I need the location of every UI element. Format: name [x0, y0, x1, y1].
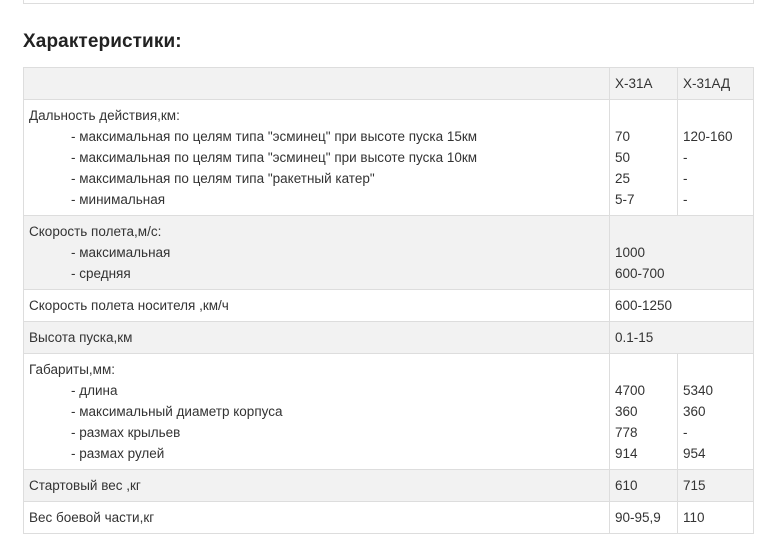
value: 715 — [683, 478, 706, 493]
value-cell-x31a — [610, 354, 678, 470]
table-row-launch-weight — [24, 470, 754, 502]
row-item-label: - размах крыльев — [71, 425, 181, 440]
header-cell-x31ad: Х-31АД — [678, 68, 754, 100]
row-title: Габариты,мм: — [29, 362, 115, 377]
value: 600-700 — [615, 266, 665, 281]
value: 778 — [615, 425, 638, 440]
row-item-label: - максимальная по целям типа "эсминец" при высоте пуска 10км — [71, 150, 478, 165]
value-cell-x31ad — [678, 502, 754, 534]
table-row-launch-altitude — [24, 322, 754, 354]
row-title: Стартовый вес ,кг — [29, 478, 141, 493]
table-row-range — [24, 100, 754, 216]
row-label-cell — [24, 216, 610, 290]
row-item-label: - минимальная — [71, 192, 166, 207]
value-cell-x31a — [610, 470, 678, 502]
value: - — [683, 192, 688, 207]
value: 70 — [615, 129, 631, 144]
row-label-cell — [24, 322, 610, 354]
value: 954 — [683, 446, 706, 461]
section-heading: Характеристики: — [23, 31, 182, 52]
value-cell-x31a — [610, 100, 678, 216]
row-label-cell — [24, 354, 610, 470]
row-item-label: - средняя — [71, 266, 131, 281]
value: 0.1-15 — [615, 330, 654, 345]
value-cell-merged — [610, 216, 754, 290]
table-header-row — [24, 68, 754, 100]
table-row-speed — [24, 216, 754, 290]
table-row-carrier-speed — [24, 290, 754, 322]
row-title: Высота пуска,км — [29, 330, 133, 345]
value: - — [683, 425, 688, 440]
row-label-cell — [24, 100, 610, 216]
row-item-label: - максимальный диаметр корпуса — [71, 404, 283, 419]
table-row-dimensions — [24, 354, 754, 470]
row-title: Скорость полета,м/с: — [29, 224, 162, 239]
row-title: Скорость полета носителя ,км/ч — [29, 298, 229, 313]
value: 600-1250 — [615, 298, 673, 313]
row-item-label: - длина — [71, 383, 118, 398]
value-cell-x31ad — [678, 100, 754, 216]
value: 120-160 — [683, 129, 733, 144]
value: 110 — [683, 510, 705, 525]
value-cell-x31ad — [678, 470, 754, 502]
specs-table — [23, 67, 754, 534]
header-cell-empty — [24, 68, 610, 100]
value-cell-x31a — [610, 502, 678, 534]
value: - — [683, 150, 688, 165]
value: 5-7 — [615, 192, 635, 207]
value: 914 — [615, 446, 638, 461]
row-label-cell — [24, 470, 610, 502]
value: 5340 — [683, 383, 714, 398]
value-cell-merged — [610, 322, 754, 354]
value: 50 — [615, 150, 631, 165]
row-item-label: - максимальная — [71, 245, 171, 260]
value: 1000 — [615, 245, 646, 260]
row-item-label: - максимальная по целям типа "ракетный катер" — [71, 171, 375, 186]
value-cell-merged — [610, 290, 754, 322]
row-title: Дальность действия,км: — [29, 108, 180, 123]
value: 4700 — [615, 383, 646, 398]
header-cell-x31a: Х-31А — [610, 68, 678, 100]
table-row-warhead-weight — [24, 502, 754, 534]
row-item-label: - максимальная по целям типа "эсминец" при высоте пуска 15км — [71, 129, 478, 144]
value: - — [683, 171, 688, 186]
row-label-cell — [24, 290, 610, 322]
row-title: Вес боевой части,кг — [29, 510, 155, 525]
row-label-cell — [24, 502, 610, 534]
value: 610 — [615, 478, 638, 493]
value: 360 — [615, 404, 638, 419]
value: 25 — [615, 171, 631, 186]
value: 90-95,9 — [615, 510, 661, 525]
value: 360 — [683, 404, 706, 419]
previous-block-bottom — [23, 0, 754, 4]
row-item-label: - размах рулей — [71, 446, 165, 461]
value-cell-x31ad — [678, 354, 754, 470]
